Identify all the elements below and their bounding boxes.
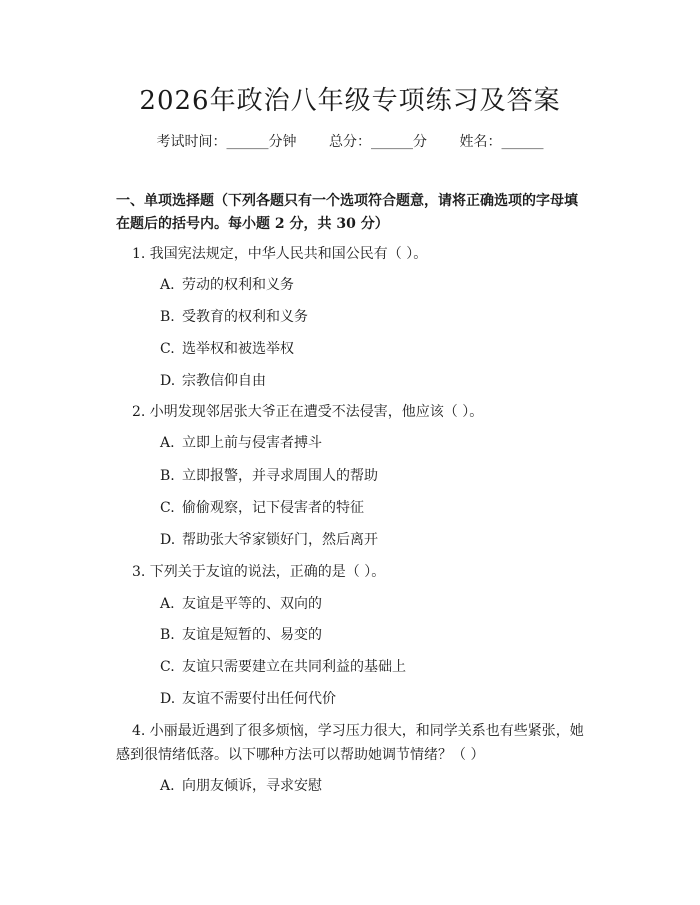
option-letter: A. (160, 435, 175, 451)
section-heading: 一、单项选择题（下列各题只有一个选项符合题意，请将正确选项的字母填在题后的括号内。每小题 2 分，共 30 分） (116, 193, 578, 232)
option-letter: B. (160, 309, 175, 325)
option-letter: D. (160, 691, 176, 707)
option-text: 偷偷观察，记下侵害者的特征 (182, 500, 364, 516)
option-text: 立即报警，并寻求周围人的帮助 (182, 468, 378, 484)
option-row (160, 498, 364, 518)
option-text: 宗教信仰自由 (182, 373, 266, 389)
option-letter: C. (160, 500, 175, 516)
option-text: 劳动的权利和义务 (182, 277, 294, 293)
option-text: 受教育的权利和义务 (182, 309, 308, 325)
option-text: 帮助张大爷家锁好门，然后离开 (182, 532, 378, 548)
option-text: 立即上前与侵害者搏斗 (182, 435, 322, 451)
exam-meta (0, 131, 700, 151)
option-row (160, 433, 322, 453)
option-row (160, 339, 294, 359)
question-stem: 1. 我国宪法规定，中华人民共和国公民有（ ）。 (132, 246, 428, 262)
option-letter: D. (160, 373, 176, 389)
option-row (160, 275, 294, 295)
option-letter: B. (160, 627, 175, 643)
option-row (160, 625, 322, 645)
question-stem: 2. 小明发现邻居张大爷正在遭受不法侵害，他应该（ ）。 (132, 404, 484, 420)
option-row (160, 776, 322, 796)
option-text: 友谊是短暂的、易变的 (182, 627, 322, 643)
option-row (160, 689, 336, 709)
option-row (160, 530, 378, 550)
page-title: 2026年政治八年级专项练习及答案 (139, 86, 561, 116)
option-row (160, 371, 266, 391)
option-text: 选举权和被选举权 (182, 341, 294, 357)
option-text: 向朋友倾诉，寻求安慰 (182, 778, 322, 794)
total-score-field: 总分：______分 (329, 134, 427, 150)
option-row (160, 594, 322, 614)
option-text: 友谊是平等的、双向的 (182, 596, 322, 612)
option-letter: A. (160, 778, 175, 794)
student-name-field: 姓名：______ (459, 134, 544, 150)
option-row (160, 657, 406, 677)
exam-time-field: 考试时间：______分钟 (156, 134, 297, 150)
option-letter: A. (160, 596, 175, 612)
option-text: 友谊不需要付出任何代价 (182, 691, 336, 707)
option-letter: C. (160, 659, 175, 675)
option-row (160, 466, 378, 486)
option-text: 友谊只需要建立在共同利益的基础上 (182, 659, 406, 675)
option-letter: B. (160, 468, 175, 484)
question-stem: 4. 小丽最近遇到了很多烦恼，学习压力很大，和同学关系也有些紧张，她感到很情绪低落。以下哪种方法可以帮助她调节情绪？（ ） (116, 723, 584, 763)
option-letter: A. (160, 277, 175, 293)
option-row (160, 307, 308, 327)
question-stem: 3. 下列关于友谊的说法，正确的是（ ）。 (132, 564, 386, 580)
option-letter: D. (160, 532, 176, 548)
option-letter: C. (160, 341, 175, 357)
